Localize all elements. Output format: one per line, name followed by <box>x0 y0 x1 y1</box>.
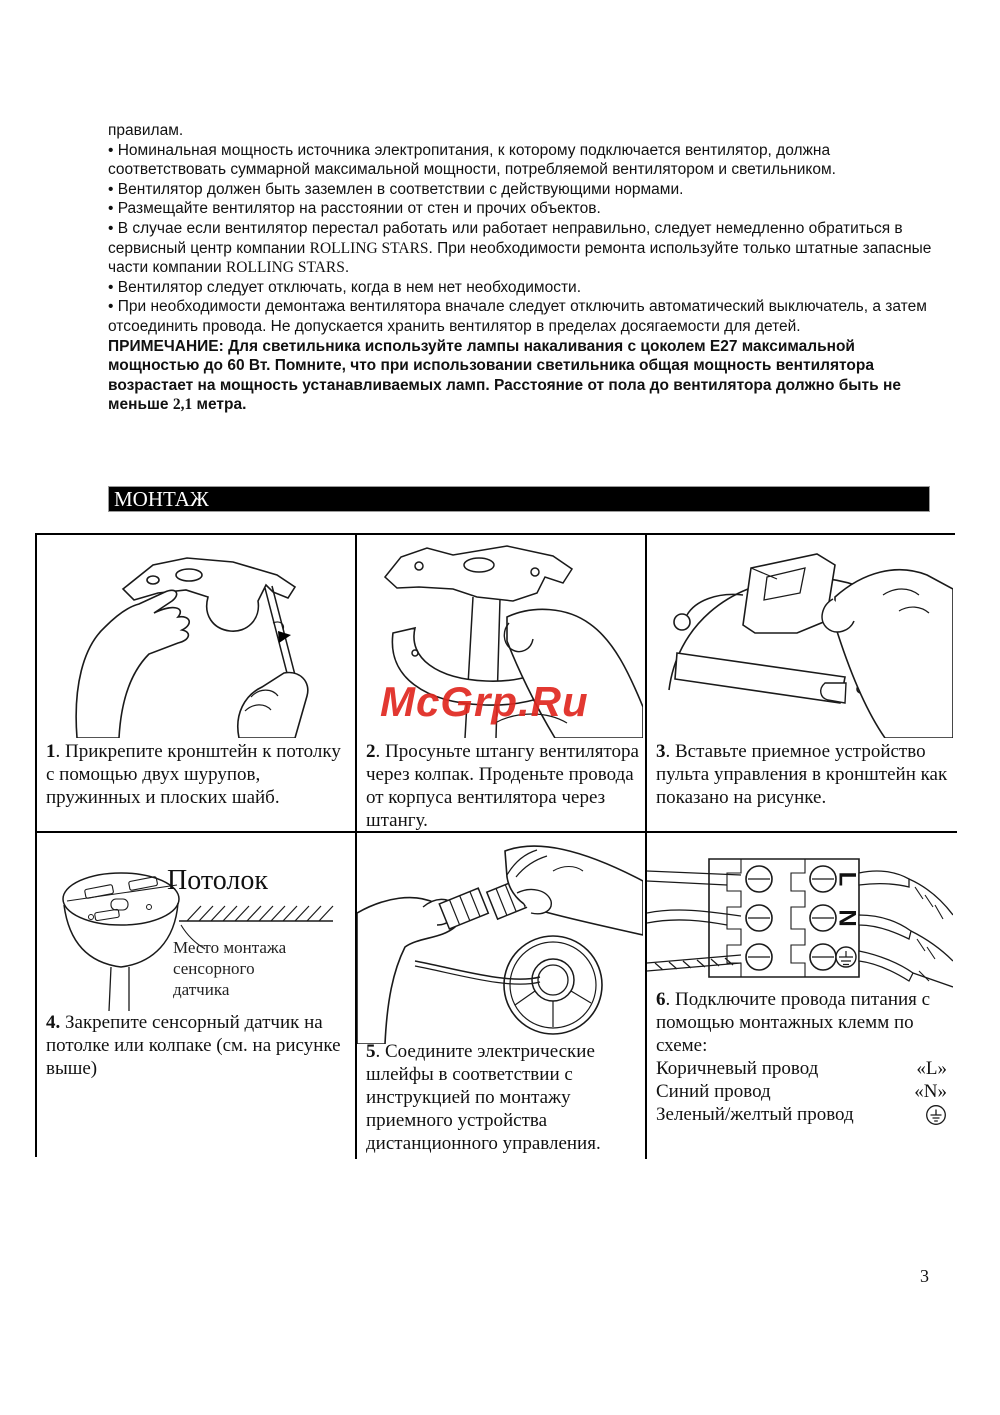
lead-text: правилам. <box>108 122 184 139</box>
step6-caption <box>647 988 957 1126</box>
step1-caption <box>37 740 355 809</box>
wire-name: Синий провод <box>656 1081 771 1102</box>
bullet-item: • При необходимости демонтажа вентилятора вначале следует отключить автоматический выключатель, а затем отсоединить провода. Не допускается хранить вентилятор в пределах досягаемости для детей. <box>108 298 927 335</box>
hands-bracket-screwdriver-drawing <box>37 535 353 738</box>
step-number: 1 <box>46 741 56 762</box>
step1-illustration <box>37 535 355 738</box>
terminal-label-l: L <box>833 871 861 887</box>
step-text: . Подключите провода питания с помощью монтажных клемм по схеме: <box>656 989 931 1056</box>
step-text: . Соедините электрические шлейфы в соответствии с инструкцией по монтажу приемного устройства дистанционного управления. <box>366 1041 601 1154</box>
bullet-text: Номинальная мощность источника электропитания, к которому подключается вентилятор, должна соответствовать суммарной максимальной мощности, потребляемой вентилятором и светильником. <box>108 141 836 179</box>
wire-row-brown <box>656 1057 951 1080</box>
step-text: Закрепите сенсорный датчик на потолке или колпаке (см. на рисунке выше) <box>46 1012 341 1079</box>
step5-cell <box>357 833 647 1159</box>
bullet-text: В случае если вентилятор перестал работать или работает неправильно, следует немедленно обратиться в сервисный центр компании <box>108 219 903 257</box>
wire-name: Зеленый/желтый провод <box>656 1104 854 1125</box>
bullet-item: • В случае если вентилятор перестал работать или работает неправильно, следует немедленно обратиться в сервисный центр компании ROLLING STARS. При необходимости ремонта используйте только штатные запасные части компании ROLLING STARS. <box>108 219 932 277</box>
step4-cell <box>37 833 357 1159</box>
step-number: 3 <box>656 741 666 762</box>
section-title: МОНТАЖ <box>114 487 209 511</box>
step4-illustration <box>37 833 355 1009</box>
step-text: . Прикрепите кронштейн к потолку с помощью двух шурупов, пружинных и плоских шайб. <box>46 741 341 808</box>
note-body: Для светильника используйте лампы накаливания с цоколем Е27 максимальной мощностью до 60 Вт. Помните, что при использовании светильника общая мощность вентилятора возрастает на мощность устанавливаемых ламп. Расстояние от пола до вентилятора должно быть не меньше <box>108 337 901 414</box>
brand-name: ROLLING STARS <box>225 259 345 277</box>
step5-caption <box>357 1040 645 1155</box>
step-number: 4. <box>46 1012 61 1033</box>
section-header-montazh <box>108 486 930 512</box>
bullet-text: . <box>344 259 350 277</box>
bullet-item: • Вентилятор следует отключать, когда в нем нет необходимости. <box>108 278 582 296</box>
bullet-text: Вентилятор должен быть заземлен в соответствии с действующими нормами. <box>117 180 684 198</box>
bullet-text: Вентилятор следует отключать, когда в нем нет необходимости. <box>117 278 582 296</box>
step-number: 5 <box>366 1041 376 1062</box>
lead-paragraph <box>108 121 946 141</box>
bullet-text: При необходимости демонтажа вентилятора вначале следует отключить автоматический выключатель, а затем отсоединить провода. Не допускается хранить вентилятор в пределах досягаемости для детей. <box>108 298 927 335</box>
wire-terminal-label: «L» <box>916 1058 947 1079</box>
connect-wires-drawing <box>357 839 643 1044</box>
step-text: . Просуньте штангу вентилятора через колпак. Проденьте провода от корпуса вентилятора через штангу. <box>366 741 639 831</box>
note-tail: метра. <box>192 396 247 414</box>
terminal-label-n: N <box>833 909 861 927</box>
note-label: ПРИМЕЧАНИЕ: <box>108 337 224 355</box>
step3-caption <box>647 740 957 809</box>
step3-illustration <box>647 535 957 738</box>
terminal-block-diagram <box>647 843 953 993</box>
sensor-label-line: сенсорного <box>173 959 255 978</box>
step3-cell <box>647 535 957 833</box>
earth-ground-icon <box>925 1104 947 1126</box>
intro-text-block <box>108 121 946 415</box>
sensor-label-line: Место монтажа <box>173 938 287 957</box>
step-text: . Вставьте приемное устройство пульта управления в кронштейн как показано на рисунке. <box>656 741 948 808</box>
sensor-location-label <box>173 937 286 1000</box>
wire-name: Коричневый провод <box>656 1058 819 1079</box>
watermark: McGrp.Ru <box>380 678 589 725</box>
wire-terminal-label: «N» <box>914 1081 947 1102</box>
note-number: 2,1 <box>172 396 193 414</box>
step2-caption <box>357 740 645 832</box>
ceiling-label: Потолок <box>167 865 268 896</box>
step1-cell <box>37 535 357 833</box>
sensor-label-line: датчика <box>173 980 230 999</box>
step-number: 6 <box>656 989 666 1010</box>
wire-row-green-yellow <box>656 1103 951 1126</box>
bullet-text: . При необходимости ремонта используйте только штатные запасные части компании <box>108 239 932 277</box>
step4-caption <box>37 1011 355 1080</box>
installation-steps-table <box>35 533 955 1157</box>
step6-cell <box>647 833 957 1159</box>
bullet-item: • Вентилятор должен быть заземлен в соответствии с действующими нормами. <box>108 180 684 198</box>
receiver-into-bracket-drawing <box>647 535 953 738</box>
note-paragraph <box>108 337 946 415</box>
step-number: 2 <box>366 741 376 762</box>
page-number: 3 <box>920 1266 929 1286</box>
bullet-item: • Размещайте вентилятор на расстоянии от стен и прочих объектов. <box>108 200 601 218</box>
step6-intro-text <box>656 988 951 1057</box>
brand-name: ROLLING STARS <box>309 239 429 257</box>
bullet-text: Размещайте вентилятор на расстоянии от стен и прочих объектов. <box>117 200 601 218</box>
wire-row-blue <box>656 1080 951 1103</box>
bullet-item: • Номинальная мощность источника электропитания, к которому подключается вентилятор, должна соответствовать суммарной максимальной мощности, потребляемой вентилятором и светильником. <box>108 141 836 179</box>
